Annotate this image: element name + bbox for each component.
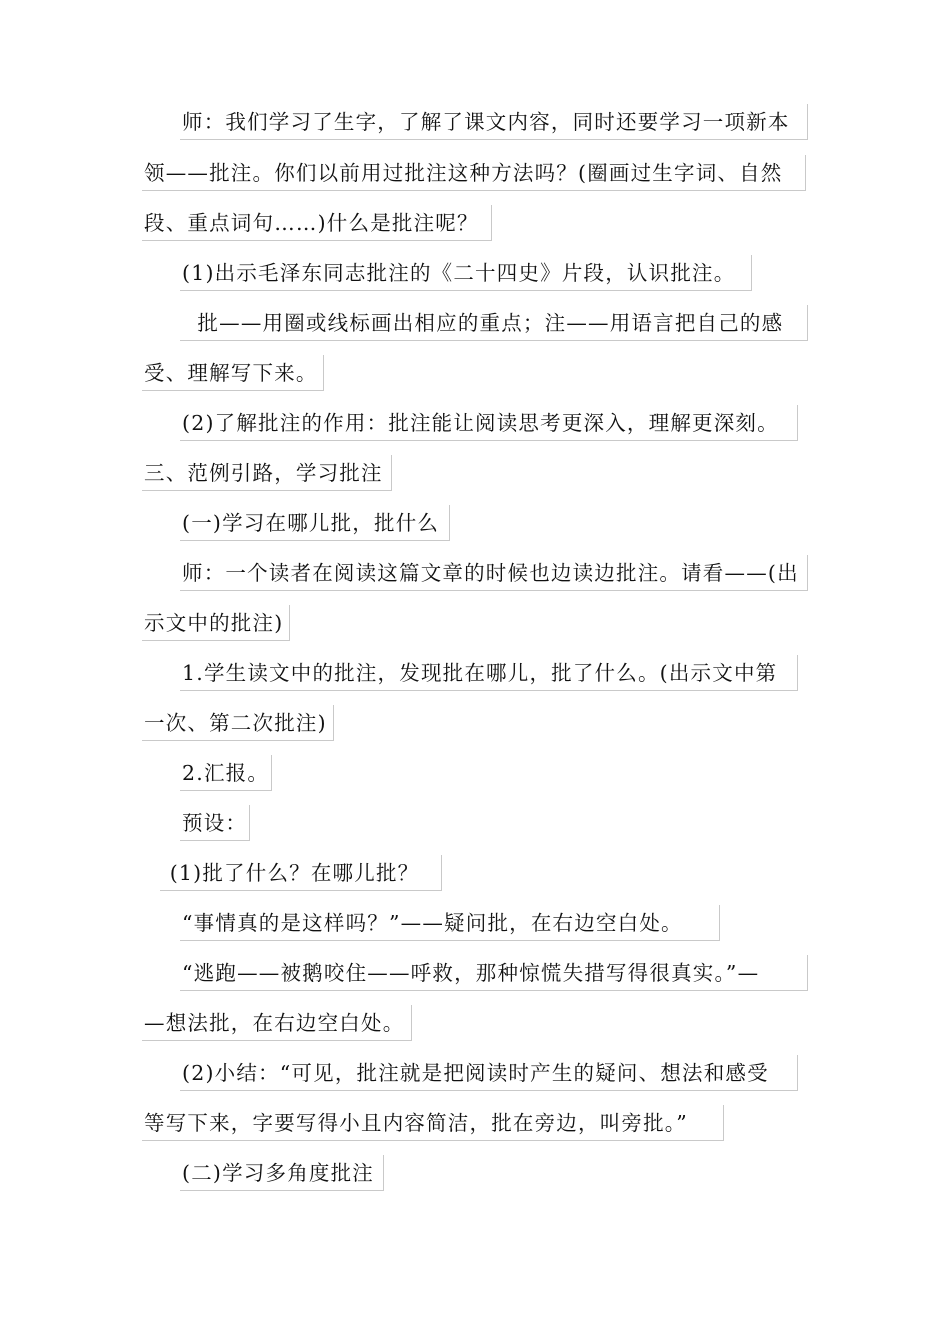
subsection-heading: (一)学习在哪儿批，批什么: [180, 505, 450, 541]
section-heading: 三、范例引路，学习批注: [142, 455, 392, 491]
paragraph-line: 2.汇报。: [180, 755, 272, 791]
paragraph-line: —想法批，在右边空白处。: [142, 1005, 412, 1041]
paragraph-line: “逃跑——被鹅咬住——呼救，那种惊慌失措写得很真实。”—: [180, 955, 808, 991]
paragraph-line: 受、理解写下来。: [142, 355, 324, 391]
paragraph-line: 段、重点词句……)什么是批注呢？: [142, 205, 492, 241]
paragraph-line: 领——批注。你们以前用过批注这种方法吗？(圈画过生字词、自然: [142, 155, 806, 191]
paragraph-line: “事情真的是这样吗？”——疑问批，在右边空白处。: [180, 905, 720, 941]
paragraph-line: 一次、第二次批注): [142, 705, 334, 741]
paragraph-line: 示文中的批注): [142, 605, 290, 641]
subsection-heading: (二)学习多角度批注: [180, 1155, 384, 1191]
paragraph-line: 批——用圈或线标画出相应的重点；注——用语言把自己的感: [180, 305, 808, 341]
paragraph-line: (2)了解批注的作用：批注能让阅读思考更深入，理解更深刻。: [180, 405, 798, 441]
paragraph-line: 1.学生读文中的批注，发现批在哪儿，批了什么。(出示文中第: [180, 655, 798, 691]
paragraph-line: 等写下来，字要写得小且内容简洁，批在旁边，叫旁批。”: [142, 1105, 724, 1141]
paragraph-line: (2)小结：“可见，批注就是把阅读时产生的疑问、想法和感受: [180, 1055, 798, 1091]
paragraph-line: 师：一个读者在阅读这篇文章的时候也边读边批注。请看——(出: [180, 555, 808, 591]
paragraph-line: 预设：: [180, 805, 250, 841]
paragraph-line: 师：我们学习了生字，了解了课文内容，同时还要学习一项新本: [180, 104, 808, 140]
paragraph-line: (1)批了什么？在哪儿批？: [160, 855, 442, 891]
paragraph-line: (1)出示毛泽东同志批注的《二十四史》片段，认识批注。: [180, 255, 752, 291]
